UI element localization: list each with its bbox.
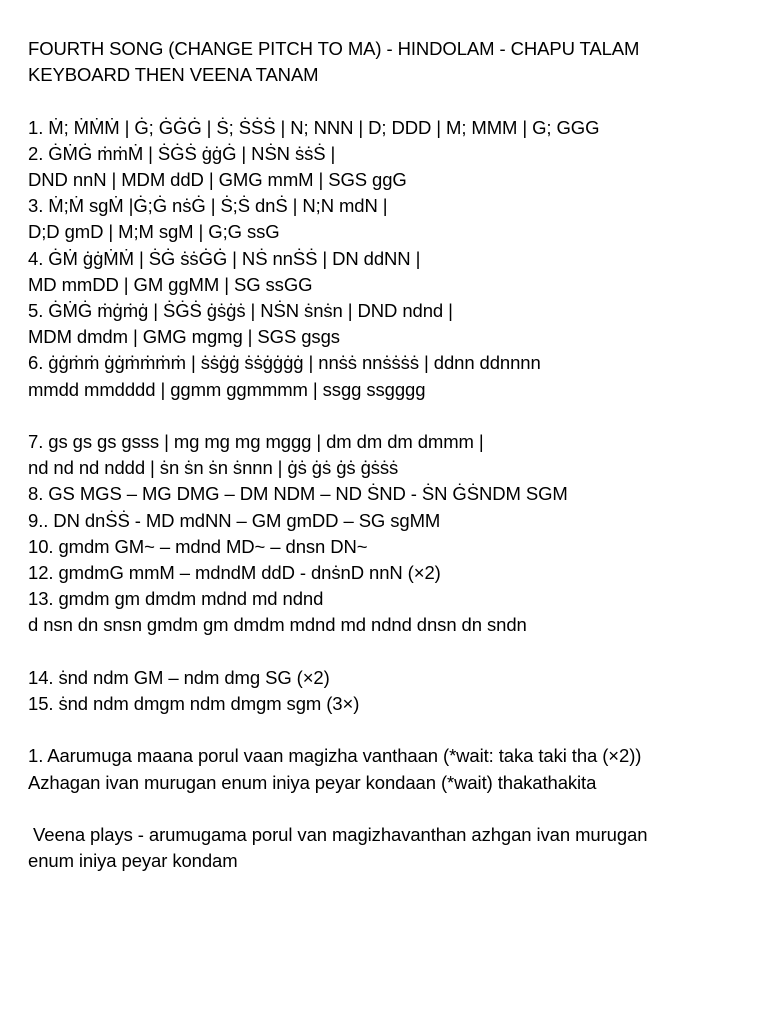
notation-line-4: 4. ĠṀ ġġṀṀ | ṠĠ ṡṡĠĠ | NṠ nnṠṠ | DN ddNN | [28, 247, 421, 269]
blank-line [28, 403, 758, 429]
document-page [28, 36, 758, 874]
veena-note-line-1: Veena plays - arumugama porul van magizhavanthan azhgan ivan murugan [28, 824, 648, 846]
notation-line-7-cont: nd nd nd nddd | ṡn ṡn ṡn ṡnnn | ġṡ ġṡ ġṡ ġṡṡṡ [28, 457, 399, 479]
blank-line [28, 88, 758, 114]
notation-line-5-cont: MDM dmdm | GMG mgmg | SGS gsgs [28, 326, 340, 348]
notation-line-15: 15. ṡnd ndm dmgm ndm dmgm sgm (3×) [28, 693, 360, 715]
blank-line [28, 796, 758, 822]
song-title: FOURTH SONG (CHANGE PITCH TO MA) - HINDOLAM - CHAPU TALAM [28, 38, 640, 59]
notation-line-6: 6. ġġṁṁ ġġṁṁṁṁ | ṡṡġġ ṡṡġġġġ | nnṡṡ nnṡṡṡṡ | ddnn ddnnnn [28, 352, 541, 374]
notation-line-5: 5. ĠṀĠ ṁġṁġ | ṠĠṠ ġṡġṡ | NṠN ṡnṡn | DND ndnd | [28, 300, 453, 322]
notation-line-12: 12. gmdmG mmM – mdndM ddD - dnṡnD nnN (×2) [28, 562, 441, 584]
notation-line-14: 14. ṡnd ndm GM – ndm dmg SG (×2) [28, 666, 330, 688]
notation-line-6-cont: mmdd mmdddd | ggmm ggmmmm | ssgg ssgggg [28, 378, 426, 400]
lyrics-line-2: Azhagan ivan murugan enum iniya peyar kondaan (*wait) thakathakita [28, 771, 597, 793]
veena-note-line-2: enum iniya peyar kondam [28, 850, 238, 872]
notation-line-8: 8. GS MGS – MG DMG – DM NDM – ND ṠND - ṠN ĠṠNDM SGM [28, 483, 568, 505]
notation-line-13: 13. gmdm gm dmdm mdnd md ndnd [28, 588, 324, 610]
notation-line-7: 7. gs gs gs gsss | mg mg mg mggg | dm dm dm dmmm | [28, 431, 484, 453]
notation-line-1: 1. Ṁ; ṀṀṀ | Ġ; ĠĠĠ | Ṡ; ṠṠṠ | N; NNN | D; DDD | M; MMM | G; GGG [28, 116, 600, 138]
notation-line-3-cont: D;D gmD | M;M sgM | G;G ssG [28, 221, 280, 243]
notation-line-10: 10. gmdm GM~ – mdnd MD~ – dnsn DN~ [28, 535, 368, 557]
notation-line-2: 2. ĠṀĠ ṁṁṀ | ṠĠṠ ġġĠ | NṠN ṡṡṠ | [28, 142, 336, 164]
notation-line-4-cont: MD mmDD | GM ggMM | SG ssGG [28, 273, 313, 295]
notation-line-13-cont: d nsn dn snsn gmdm gm dmdm mdnd md ndnd dnsn dn sndn [28, 614, 527, 636]
notation-line-9: 9.. DN dnṠṠ - MD mdNN – GM gmDD – SG sgMM [28, 509, 441, 531]
blank-line [28, 639, 758, 665]
blank-line [28, 717, 758, 743]
lyrics-line-1: 1. Aarumuga maana porul vaan magizha vanthaan (*wait: taka taki tha (×2)) [28, 745, 642, 767]
notation-line-2-cont: DND nnN | MDM ddD | GMG mmM | SGS ggG [28, 169, 407, 190]
notation-line-3: 3. Ṁ;Ṁ sgṀ |Ġ;Ġ nṡĠ | Ṡ;Ṡ dnṠ | N;N mdN | [28, 195, 388, 217]
song-subtitle: KEYBOARD THEN VEENA TANAM [28, 64, 319, 86]
